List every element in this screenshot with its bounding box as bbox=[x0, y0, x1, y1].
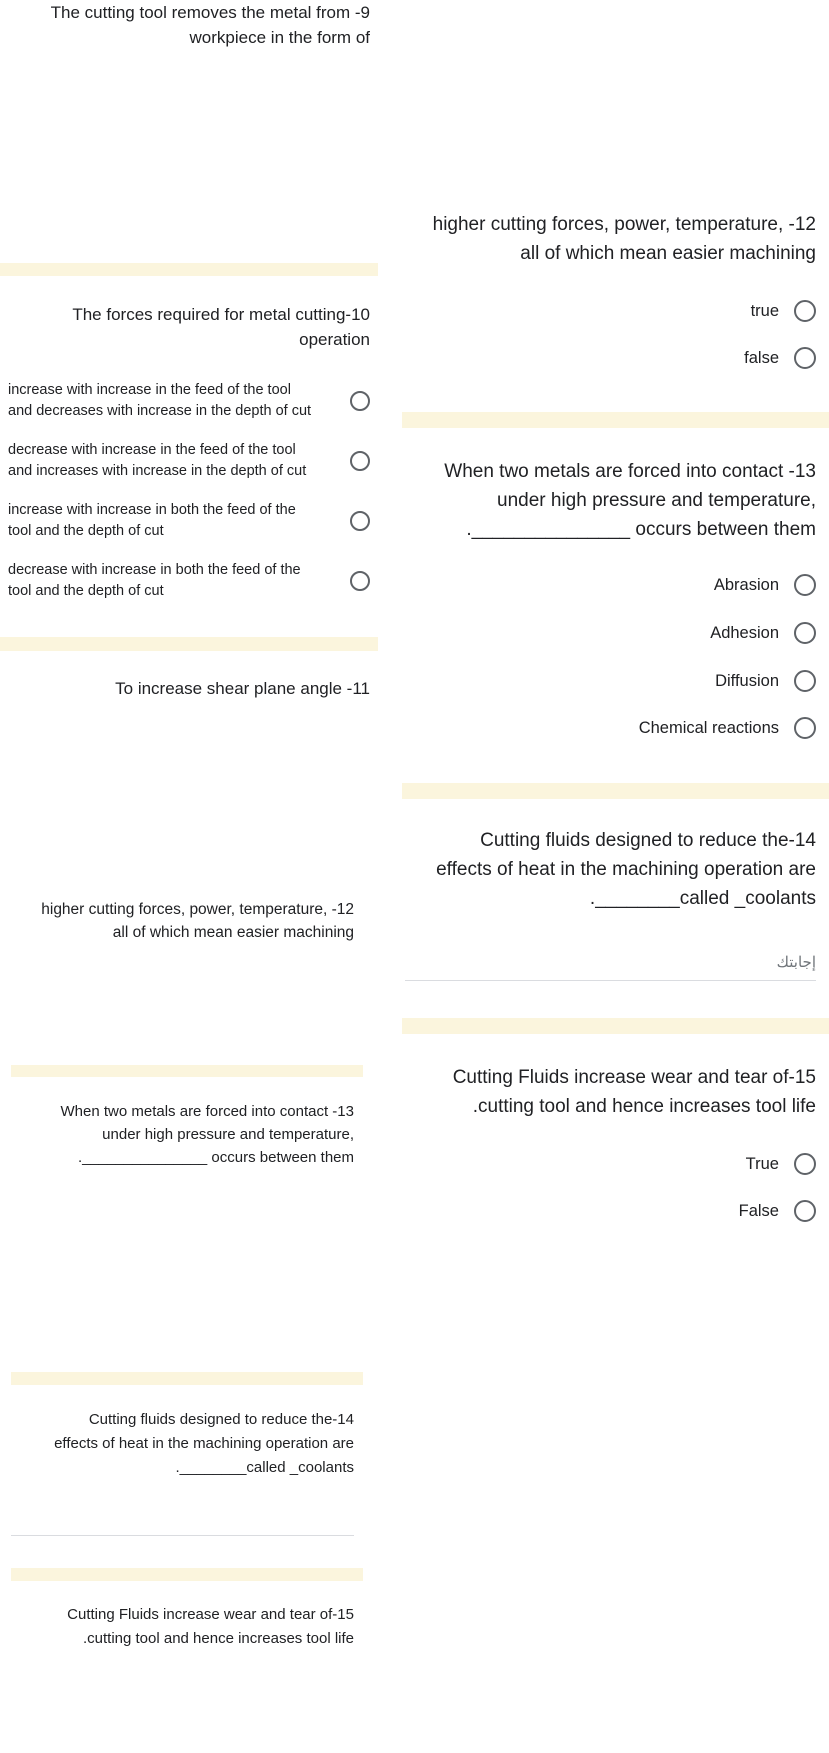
question-15-right-title: Cutting Fluids increase wear and tear of-15 .cutting tool and hence increases tool life bbox=[452, 1067, 816, 1117]
short-answer-input[interactable]: إجابتك bbox=[776, 954, 816, 971]
radio-icon[interactable] bbox=[794, 300, 816, 322]
radio-icon[interactable] bbox=[350, 451, 370, 471]
question-12-right-title: higher cutting forces, power, temperature, -12 all of which mean easier machining bbox=[432, 214, 816, 264]
radio-icon[interactable] bbox=[794, 347, 816, 369]
question-10 bbox=[0, 302, 370, 352]
q15-right-option-false[interactable]: False bbox=[739, 1200, 816, 1222]
radio-icon[interactable] bbox=[350, 511, 370, 531]
section-separator bbox=[402, 412, 829, 428]
question-11: To increase shear plane angle -11 bbox=[115, 679, 370, 698]
section-separator bbox=[402, 783, 829, 799]
section-separator bbox=[11, 1065, 363, 1077]
radio-icon[interactable] bbox=[794, 1200, 816, 1222]
question-12 bbox=[0, 898, 354, 944]
q13-right-option-chemical-reactions[interactable]: Chemical reactions bbox=[639, 717, 816, 739]
radio-icon[interactable] bbox=[794, 622, 816, 644]
q13-right-option-abrasion[interactable]: Abrasion bbox=[714, 574, 816, 596]
right-column bbox=[400, 0, 829, 1753]
question-13-title: When two metals are forced into contact -13 under high pressure and temperature, ._______________ occurs between them bbox=[60, 1103, 354, 1166]
question-15-right bbox=[400, 1063, 816, 1121]
left-column bbox=[0, 0, 380, 1753]
q10-option-1[interactable]: increase with increase in the feed of the tool and decreases with increase in the depth of cut bbox=[8, 380, 370, 422]
q12-right-option-true[interactable]: true bbox=[751, 300, 816, 322]
question-15 bbox=[0, 1603, 354, 1651]
section-separator bbox=[0, 637, 378, 651]
question-10-title: The forces required for metal cutting-10 operation bbox=[72, 305, 370, 349]
question-12-title: higher cutting forces, power, temperature, -12 all of which mean easier machining bbox=[41, 901, 354, 941]
q12-right-option-false[interactable]: false bbox=[744, 347, 816, 369]
radio-icon[interactable] bbox=[794, 670, 816, 692]
short-answer-underline bbox=[405, 980, 816, 981]
section-separator bbox=[402, 1018, 829, 1034]
radio-icon[interactable] bbox=[794, 1153, 816, 1175]
question-15-title: Cutting Fluids increase wear and tear of-15 .cutting tool and hence increases tool life bbox=[67, 1606, 354, 1647]
q10-option-3[interactable]: increase with increase in both the feed of the tool and the depth of cut bbox=[8, 500, 370, 542]
section-separator bbox=[11, 1568, 363, 1581]
radio-icon[interactable] bbox=[794, 574, 816, 596]
q13-right-option-adhesion[interactable]: Adhesion bbox=[710, 622, 816, 644]
short-answer-underline bbox=[11, 1535, 354, 1536]
question-9 bbox=[0, 0, 370, 50]
question-13-right bbox=[400, 457, 816, 544]
question-13 bbox=[0, 1100, 354, 1169]
q10-option-2[interactable]: decrease with increase in the feed of the tool and increases with increase in the depth of cut bbox=[8, 440, 370, 482]
section-separator bbox=[0, 263, 378, 276]
radio-icon[interactable] bbox=[350, 391, 370, 411]
radio-icon[interactable] bbox=[350, 571, 370, 591]
question-14 bbox=[0, 1408, 354, 1480]
q15-right-option-true[interactable]: True bbox=[746, 1153, 816, 1175]
section-separator bbox=[11, 1372, 363, 1385]
question-14-title: Cutting fluids designed to reduce the-14 effects of heat in the machining operation are .________called _coolants bbox=[54, 1411, 354, 1476]
question-14-right-title: Cutting fluids designed to reduce the-14 effects of heat in the machining operation are .________called _coolants bbox=[436, 830, 816, 909]
q10-option-4[interactable]: decrease with increase in both the feed of the tool and the depth of cut bbox=[8, 560, 370, 602]
question-12-right bbox=[400, 210, 816, 268]
question-13-right-title: When two metals are forced into contact -13 under high pressure and temperature, ._______________ occurs between them bbox=[444, 461, 816, 540]
radio-icon[interactable] bbox=[794, 717, 816, 739]
question-14-right bbox=[400, 826, 816, 913]
question-9-title: The cutting tool removes the metal from -9 workpiece in the form of bbox=[50, 3, 370, 47]
q13-right-option-diffusion[interactable]: Diffusion bbox=[715, 670, 816, 692]
